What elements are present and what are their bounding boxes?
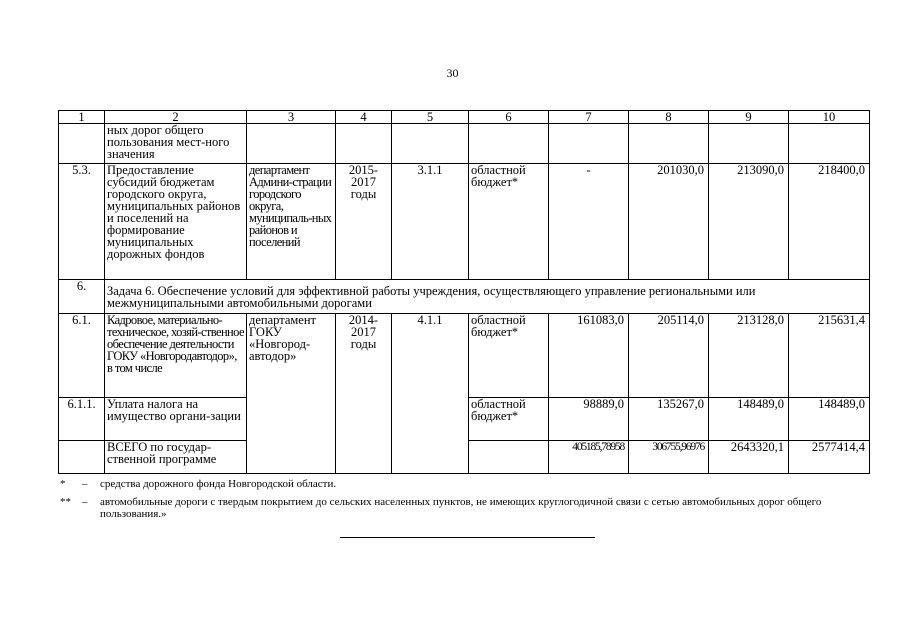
cell-executor: департамент Админи-страции городского округа, муниципаль-ных районов и поселений [247,164,336,280]
cell-number: 6. [59,280,105,314]
header-row [59,111,870,124]
cell-total-value: 306755,96976 [629,441,709,474]
table-row [59,164,870,280]
program-table [58,110,870,474]
cell-value: 213128,0 [709,314,789,398]
header-cell: 7 [549,111,629,124]
footnote [60,496,870,520]
cell-number: 5.3. [59,164,105,280]
cell-value: 201030,0 [629,164,709,280]
header-cell: 10 [789,111,870,124]
cell-value: 161083,0 [549,314,629,398]
table-row [59,280,870,314]
cell-total-label: ВСЕГО по государ-ственной программе [105,441,247,474]
cell-description: Кадровое, материально-техническое, хозяй-ственное обеспечение деятельности ГОКУ «Новгородавтодор», в том числе [105,314,247,398]
cell-total-value: 2643320,1 [709,441,789,474]
cell-description: Уплата налога на имущество органи-зации [105,398,247,441]
header-cell: 5 [392,111,469,124]
cell-description: ных дорог общего пользования мест-ного значения [105,124,247,164]
footnote-text: автомобильные дороги с твердым покрытием до сельских населенных пунктов, не имеющих круглогодичной связи с сетью автомобильных дорог общего пользования.» [100,496,822,520]
header-cell: 9 [709,111,789,124]
page-number: 30 [446,66,459,80]
header-cell: 1 [59,111,105,124]
header-cell: 8 [629,111,709,124]
header-cell: 3 [247,111,336,124]
footnote-mark: * [60,478,66,490]
footnote-mark: ** [60,496,71,508]
cell-value: 213090,0 [709,164,789,280]
header-cell: 6 [469,111,549,124]
cell-value: 148489,0 [709,398,789,441]
cell-value: 98889,0 [549,398,629,441]
separator-line [340,537,595,538]
cell-value: 135267,0 [629,398,709,441]
cell-source: областной бюджет* [469,398,549,441]
cell-indicator: 3.1.1 [392,164,469,280]
cell-period: 2015-2017 годы [336,164,392,280]
header-cell: 2 [105,111,247,124]
cell-value: 215631,4 [789,314,870,398]
cell-total-value: 405185,78958 [549,441,629,474]
table-row [59,314,870,398]
cell-source: областной бюджет* [469,314,549,398]
cell-description: Предоставление субсидий бюджетам городского округа, муниципальных районов и поселений на формирование муниципальных дорожных фондов [105,164,247,280]
table-row [59,124,870,164]
cell-value: 148489,0 [789,398,870,441]
footnote-text: средства дорожного фонда Новгородской области. [100,478,337,490]
cell-period: 2014-2017 годы [336,314,392,474]
cell-number: 6.1. [59,314,105,398]
footnotes [60,478,870,526]
cell-source: областной бюджет* [469,164,549,280]
footnote [60,478,870,490]
cell-total-value: 2577414,4 [789,441,870,474]
cell-executor: департамент ГОКУ «Новгород-автодор» [247,314,336,474]
cell-indicator: 4.1.1 [392,314,469,474]
footnote-dash: – [82,496,88,508]
cell-task-title: Задача 6. Обеспечение условий для эффективной работы учреждения, осуществляющего управление региональными или межмуниципальными автомобильными дорогами [105,280,870,314]
cell-value: 205114,0 [629,314,709,398]
cell-number: 6.1.1. [59,398,105,441]
footnote-dash: – [82,478,88,490]
header-cell: 4 [336,111,392,124]
cell-value: 218400,0 [789,164,870,280]
cell-value: - [549,164,629,280]
